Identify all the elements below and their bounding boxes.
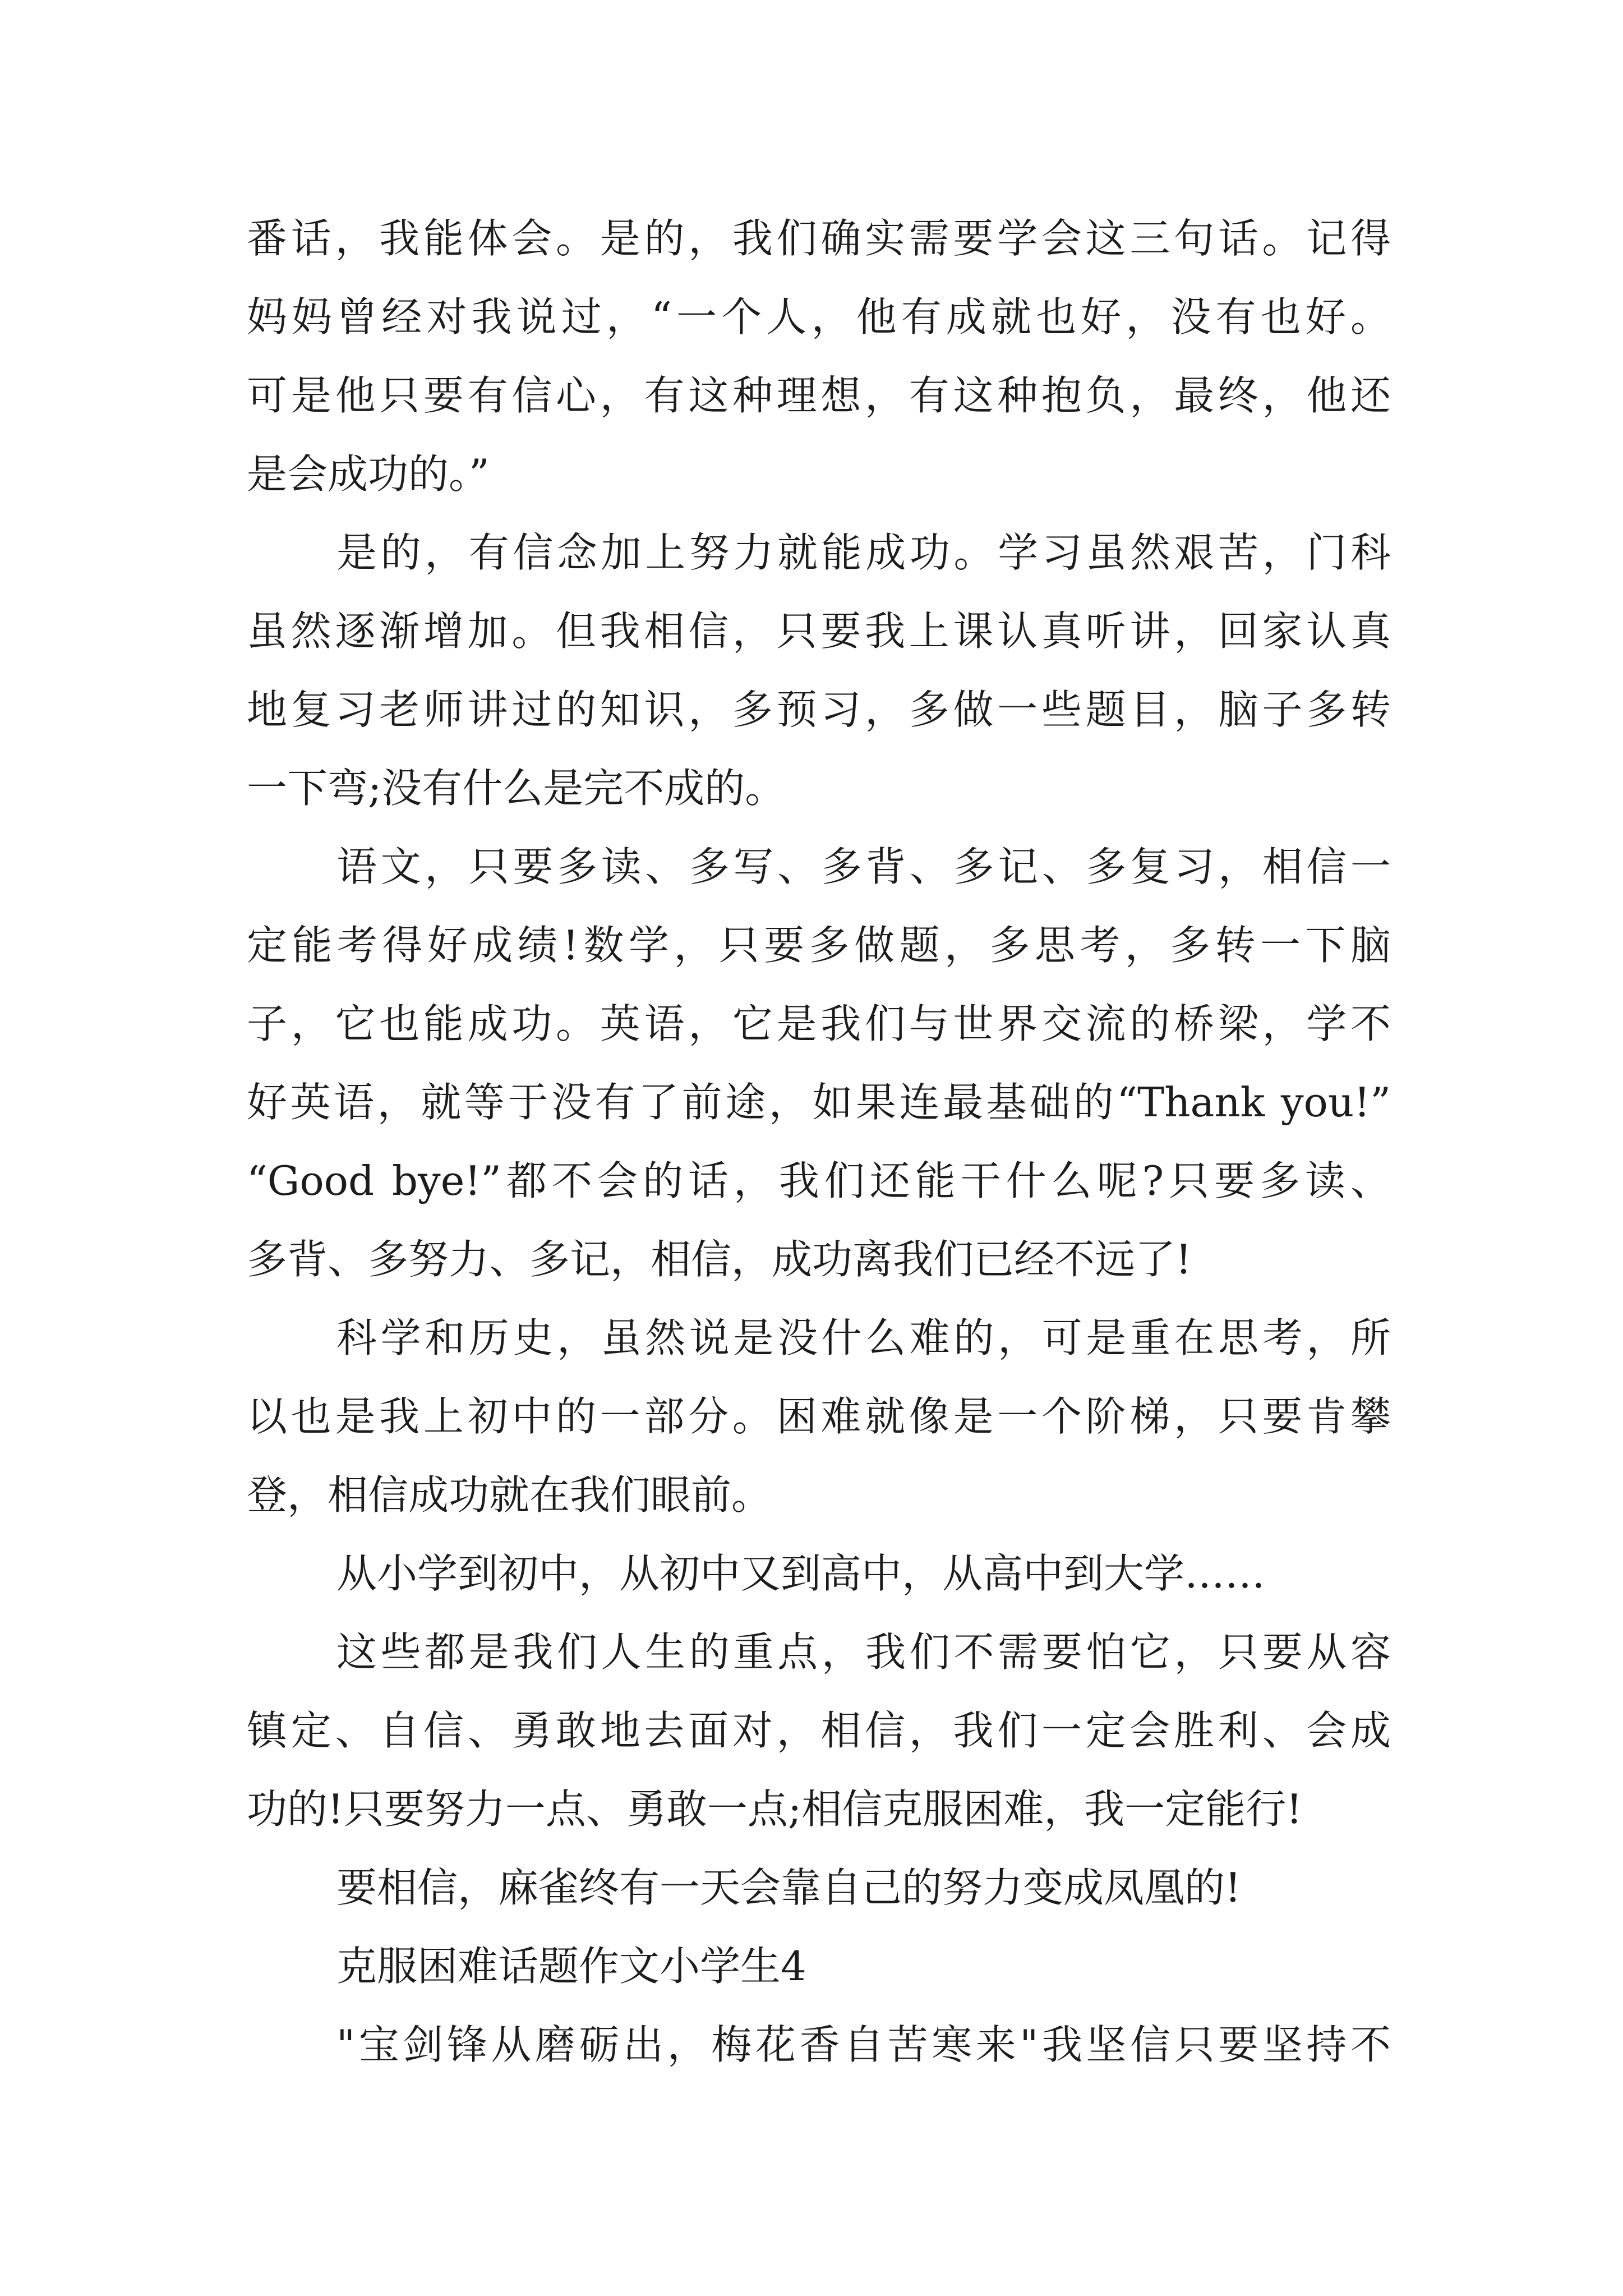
text-line: 是的，有信念加上努力就能成功。学习虽然艰苦，门科 [336, 529, 1391, 576]
text-line: 从小学到初中，从初中又到高中，从高中到大学…… [336, 1550, 1266, 1597]
text-line: 多背、多努力、多记，相信，成功离我们已经不远了! [247, 1236, 1192, 1283]
text-line: 要相信，麻雀终有一天会靠自己的努力变成凤凰的! [336, 1864, 1241, 1911]
text-line: 虽然逐渐增加。但我相信，只要我上课认真听讲，回家认真 [247, 608, 1391, 655]
text-line: 镇定、自信、勇敢地去面对，相信，我们一定会胜利、会成 [247, 1707, 1391, 1754]
text-line: 是会成功的。” [247, 450, 490, 498]
text-line: “Good bye!”都不会的话，我们还能干什么呢?只要多读、 [247, 1157, 1391, 1204]
text-line: 子，它也能成功。英语，它是我们与世界交流的桥梁，学不 [247, 1000, 1391, 1047]
text-line: 语文，只要多读、多写、多背、多记、多复习，相信一 [336, 843, 1391, 890]
text-line: 这些都是我们人生的重点，我们不需要怕它，只要从容 [336, 1628, 1391, 1676]
text-line: 以也是我上初中的一部分。困难就像是一个阶梯，只要肯攀 [247, 1393, 1391, 1440]
text-line: 地复习老师讲过的知识，多预习，多做一些题目，脑子多转 [247, 686, 1391, 733]
section-heading: 克服困难话题作文小学生4 [336, 1943, 806, 1990]
text-line: 功的!只要努力一点、勇敢一点;相信克服困难，我一定能行! [247, 1786, 1303, 1833]
text-line: 科学和历史，虽然说是没什么难的，可是重在思考，所 [336, 1314, 1391, 1361]
text-line: 登，相信成功就在我们眼前。 [247, 1471, 772, 1519]
text-line: 好英语，就等于没有了前途，如果连最基础的“Thank you!” [247, 1079, 1391, 1126]
text-line: "宝剑锋从磨砺出，梅花香自苦寒来"我坚信只要坚持不 [336, 2021, 1391, 2068]
text-line: 定能考得好成绩!数学，只要多做题，多思考，多转一下脑 [247, 922, 1391, 969]
text-line: 妈妈曾经对我说过，“一个人，他有成就也好，没有也好。 [247, 293, 1391, 341]
text-line: 番话，我能体会。是的，我们确实需要学会这三句话。记得 [247, 215, 1391, 262]
text-line: 一下弯;没有什么是完不成的。 [247, 765, 786, 812]
text-line: 可是他只要有信心，有这种理想，有这种抱负，最终，他还 [247, 372, 1391, 419]
